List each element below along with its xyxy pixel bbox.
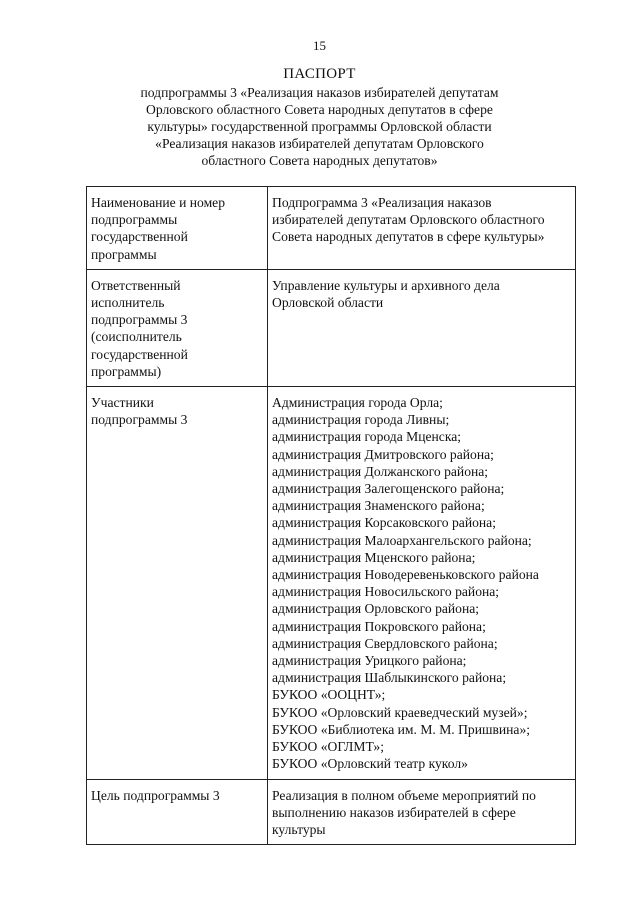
participant-line: администрация Дмитровского района; <box>272 446 494 462</box>
row-label-cell <box>87 187 268 270</box>
value-line: культуры <box>272 821 326 837</box>
subtitle-line: культуры» государственной программы Орловской области <box>147 119 492 134</box>
participant-line: БУКОО «Библиотека им. М. М. Пришвина»; <box>272 721 531 737</box>
participant-line: администрация Корсаковского района; <box>272 515 496 531</box>
subtitle-line: Орловского областного Совета народных депутатов в сфере <box>146 102 493 117</box>
participant-line: администрация Покровского района; <box>272 618 486 634</box>
participant-line: администрация Новосильского района; <box>272 584 500 600</box>
participant-line: администрация Урицкого района; <box>272 653 467 669</box>
subtitle-line: «Реализация наказов избирателей депутатам Орловского <box>155 136 484 151</box>
value-line: Реализация в полном объеме мероприятий по <box>272 787 536 803</box>
label-line: государственной <box>91 346 188 362</box>
label-line: подпрограммы <box>91 212 178 228</box>
value-line: Совета народных депутатов в сфере культуры» <box>272 229 545 245</box>
row-value-cell <box>268 387 576 779</box>
table-row-program-name <box>87 187 576 270</box>
row-label-cell <box>87 269 268 386</box>
table-row-participants <box>87 387 576 779</box>
row-value-cell <box>268 269 576 386</box>
table-row-goal <box>87 779 576 845</box>
participant-line: администрация Новодеревеньковского района <box>272 567 539 583</box>
participant-line: администрация Мценского района; <box>272 549 476 565</box>
participant-line: администрация города Ливны; <box>272 412 450 428</box>
participant-line: администрация Шаблыкинского района; <box>272 670 507 686</box>
label-line: исполнитель <box>91 295 165 311</box>
participant-line: администрация Орловского района; <box>272 601 480 617</box>
document-subtitle <box>90 84 549 169</box>
participant-line: администрация Должанского района; <box>272 463 489 479</box>
value-line: избирателей депутатам Орловского областного <box>272 212 545 228</box>
value-line: Орловской области <box>272 295 384 311</box>
row-value-cell <box>268 779 576 845</box>
value-line: Управление культуры и архивного дела <box>272 277 500 293</box>
participant-line: Администрация города Орла; <box>272 395 443 411</box>
participant-line: администрация Малоархангельского района; <box>272 532 532 548</box>
participant-line: БУКОО «ООЦНТ»; <box>272 687 386 703</box>
value-line: выполнению наказов избирателей в сфере <box>272 804 516 820</box>
table-row-responsible-executor <box>87 269 576 386</box>
participant-line: администрация Залегощенского района; <box>272 481 505 497</box>
label-line: программы <box>91 246 157 262</box>
participant-line: администрация Свердловского района; <box>272 635 498 651</box>
value-line: Подпрограмма 3 «Реализация наказов <box>272 195 492 210</box>
label-line: Участники <box>91 395 154 411</box>
label-line: Ответственный <box>91 277 181 293</box>
label-line: подпрограммы 3 <box>91 312 188 328</box>
label-line: программы) <box>91 363 162 379</box>
participant-line: администрация города Мценска; <box>272 429 462 445</box>
label-line: (соисполнитель <box>91 329 182 345</box>
row-label-cell <box>87 779 268 845</box>
participant-line: БУКОО «Орловский театр кукол» <box>272 756 468 772</box>
label-line: государственной <box>91 229 188 245</box>
passport-table <box>86 186 576 845</box>
label-line: Цель подпрограммы 3 <box>91 787 220 803</box>
subtitle-line: подпрограммы 3 «Реализация наказов избирателей депутатам <box>140 85 499 100</box>
label-line: подпрограммы 3 <box>91 412 188 428</box>
participant-line: администрация Знаменского района; <box>272 498 485 514</box>
row-label-cell <box>87 387 268 779</box>
subtitle-line: областного Совета народных депутатов» <box>201 153 438 168</box>
participant-line: БУКОО «Орловский краеведческий музей»; <box>272 704 528 720</box>
participant-line: БУКОО «ОГЛМТ»; <box>272 739 384 755</box>
document-title: ПАСПОРТ <box>283 66 356 82</box>
page-number: 15 <box>313 38 326 53</box>
row-value-cell <box>268 187 576 270</box>
label-line: Наименование и номер <box>91 195 226 210</box>
